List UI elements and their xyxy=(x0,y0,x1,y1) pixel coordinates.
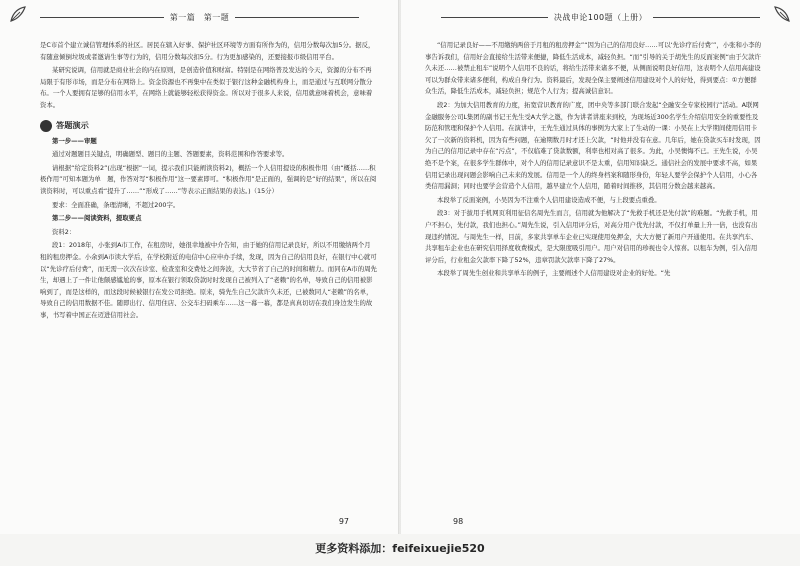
chapter-tag: 第一篇 第一题 xyxy=(169,12,230,22)
material-title: 资料2： xyxy=(52,227,76,236)
paragraph: 要求：全面准确，条理清晰，不超过200字。 xyxy=(52,200,180,209)
right-page-body xyxy=(425,40,762,282)
leaf-ornament-icon xyxy=(772,4,792,24)
page-number: 97 xyxy=(338,517,349,526)
paragraph: 段2：为加大信用教育的力度，拓宽营识教育的广度，团中央等多部门联合发起“全融安全专家校园行”活动。A联网金融服务公司L集团的副书记王先生受A大学之邀，作为讲者讲座来到校，为现场近300名学生介绍信用安全的重要性及防范和管理和保护个人信用。在演讲中，王先生通过具体的事例为大家上了生动的一课：小吴在上大学期间使用信用卡欠了一次新的资料机，因为有些问题，在逾期数月时才还上欠款，“时他并没有在意。几年后，她在贷款买车时发现，因为自己的信用记录中存在“污点”，不仅临难了贷款数额，利率也相对高了很多。为此，小吴懊悔不已。王先生说，小吴绝不是个案，在很多学生群体中，对个人的信用记录意识不是太重，信用知识缺乏。通信社会的发展中要求不高，如果信用记录出现问题会影响自己未来的发展。信用是一个人的终身档案和随形身份，年轻人要学会保护个人信用，小心各类信用漏洞；同时也要学会营造个人信用，越早建立个人信用，随着时间推移，其信用分数会越来越高。 xyxy=(425,100,761,191)
footer-note: 更多资料添加：feifeixuejie520 xyxy=(315,542,485,555)
leaf-ornament-icon xyxy=(8,4,28,24)
book-title-tag: 决战申论100题（上册） xyxy=(553,12,648,22)
paragraph: 本段举了反面案例，小吴因为不注重个人信用建设造成不便，与上段要点重叠。 xyxy=(437,195,661,204)
paragraph: 通过对题题目关键点，明确题型、题目的主题、答题要素，资料范围和作答要求等。 xyxy=(52,150,289,159)
paragraph: 是C市首个建立诚信管理体系的社区。居民在辖入好事、保护社区环境等方面有所作为的，信用分数每次加5分。据反，有随意倾倒垃圾或者邀请生事等行为的，信用分数每次扣5分。行为更加感染的，还要接报市级信用平台。 xyxy=(40,41,375,61)
page-number: 98 xyxy=(453,517,464,526)
paragraph: 请根据“给定资料2”(出现“根据”一词，提示我们只能阐读资料2)，概括一个人信用提设的积极作用（由“概括……积极作用”可知本题为单 题，作答对写“积极作用”这一要素即可。“积极作用”是正面的，强调的是“好的结果”，所以在阅读资料时，可以重点看“提升了……”“形成了……”等表示正面结果的表达。)（15分） xyxy=(40,163,377,195)
step-title: 第二步——阅读资料，提取要点 xyxy=(52,214,142,223)
paragraph: “信用记录良好——不用缴纳两倍于月租的租房押金”“因为自己的信用良好……可以‘先诊疗后付费’”，小张和小李的事告诉我们，信用好会直接给生活带来便捷，降低生活成本，减轻负担。“而”引导的关于胡先生的反面案例“由于欠款许久未还……被禁止租车”说明个人信用不良的话，将给生活带来诸多不便，从侧面说明良好信用，这表明个人信用高建设可以为群众带来诸多便利，构成自身行为。资料最后，发现全保主要阐述信用建设对个人的好处，得到要点：①方便群众生活，降低生活成本，减轻负担；规范个人行为；提高诚信意识。 xyxy=(425,41,762,96)
paragraph: 段1：2018年，小张到A市工作，在租房时，她很幸地被中介告知，由于她的信用记录良好，所以不用缴纳两个月租的租房押金。小余到A市读大学后，在学校附近的电信中心应申办手续，发现，因为自己的信用良好，在银行中心就可以“先诊疗后付费”，而无需一次次在诊室、检查室和交费处之间奔波，大大节省了自己的时间和精力。而同在A市的周先生，却遇上了一件让他颇感尴尬的事，原本在银行领取贷款时时发现自己被列入了“老赖”的名单，导致自己的信用被影响到了，而是这样的，而这段时候被银行在发公司拒绝。原来，骑先生自己欠款许久未还，已被数同人“老赖”的名单，导致自己的信用数据不佳。随即出行、信用住店、公交车扫码乘车……这一幕一幕，都是真真切切在我们身边发生的故事，书写着中国正在迈进信用社会。 xyxy=(40,241,377,319)
page-header xyxy=(34,10,365,24)
paragraph: 某研究说调，信用就是商业社会的内在原则，是创造价值和财富。特别是在网络普及发达的今天，资源的分布不再局限于有形市场，而是分布在网络上。资金资源也不再集中在类似于银行这种金融机构身上，而是通过与互联网分散分布。一个人要拥有足够的信用水平，在网络上就能够轻松获得资金。所以对于很多人来说，信用就意味着机会，意味着资本。 xyxy=(40,66,373,109)
section-heading xyxy=(40,120,377,132)
left-page-body xyxy=(40,40,377,323)
page-header xyxy=(435,10,766,24)
section-title: 答题演示 xyxy=(56,119,89,130)
section-bullet-icon xyxy=(40,120,52,132)
step-title: 第一步——审题 xyxy=(52,136,97,145)
left-page xyxy=(0,0,399,534)
paragraph: 本段举了周先生创业和共享单车的例子，主要阐述个人信用建设对企业的好处。“先 xyxy=(437,269,671,278)
paragraph: 段3：对于拔用手机网页利用征信名周先生而言，信用就为他解决了“先救手机还是先付款”的难题。“先救手机，用户不担心，先付款，我们也担心。”周先生说，引入信用评分后，对高分用户优先付款，不仅打单量上升一倍，也没有出现违约情况。与周先生一样，目前，多家共享单车企业已实现使用免押金，大大方便了新用户开通使用。在共享汽车、共享租车企业也在研究信用择度收费模式，是大限度吸引用户。用户对信用的珍视也令人惊喜。以租车为例，引入信用评分后，行业租金欠款率下降了52%，违章罚款欠款率下降了27%。 xyxy=(425,209,758,264)
right-page xyxy=(401,0,800,534)
